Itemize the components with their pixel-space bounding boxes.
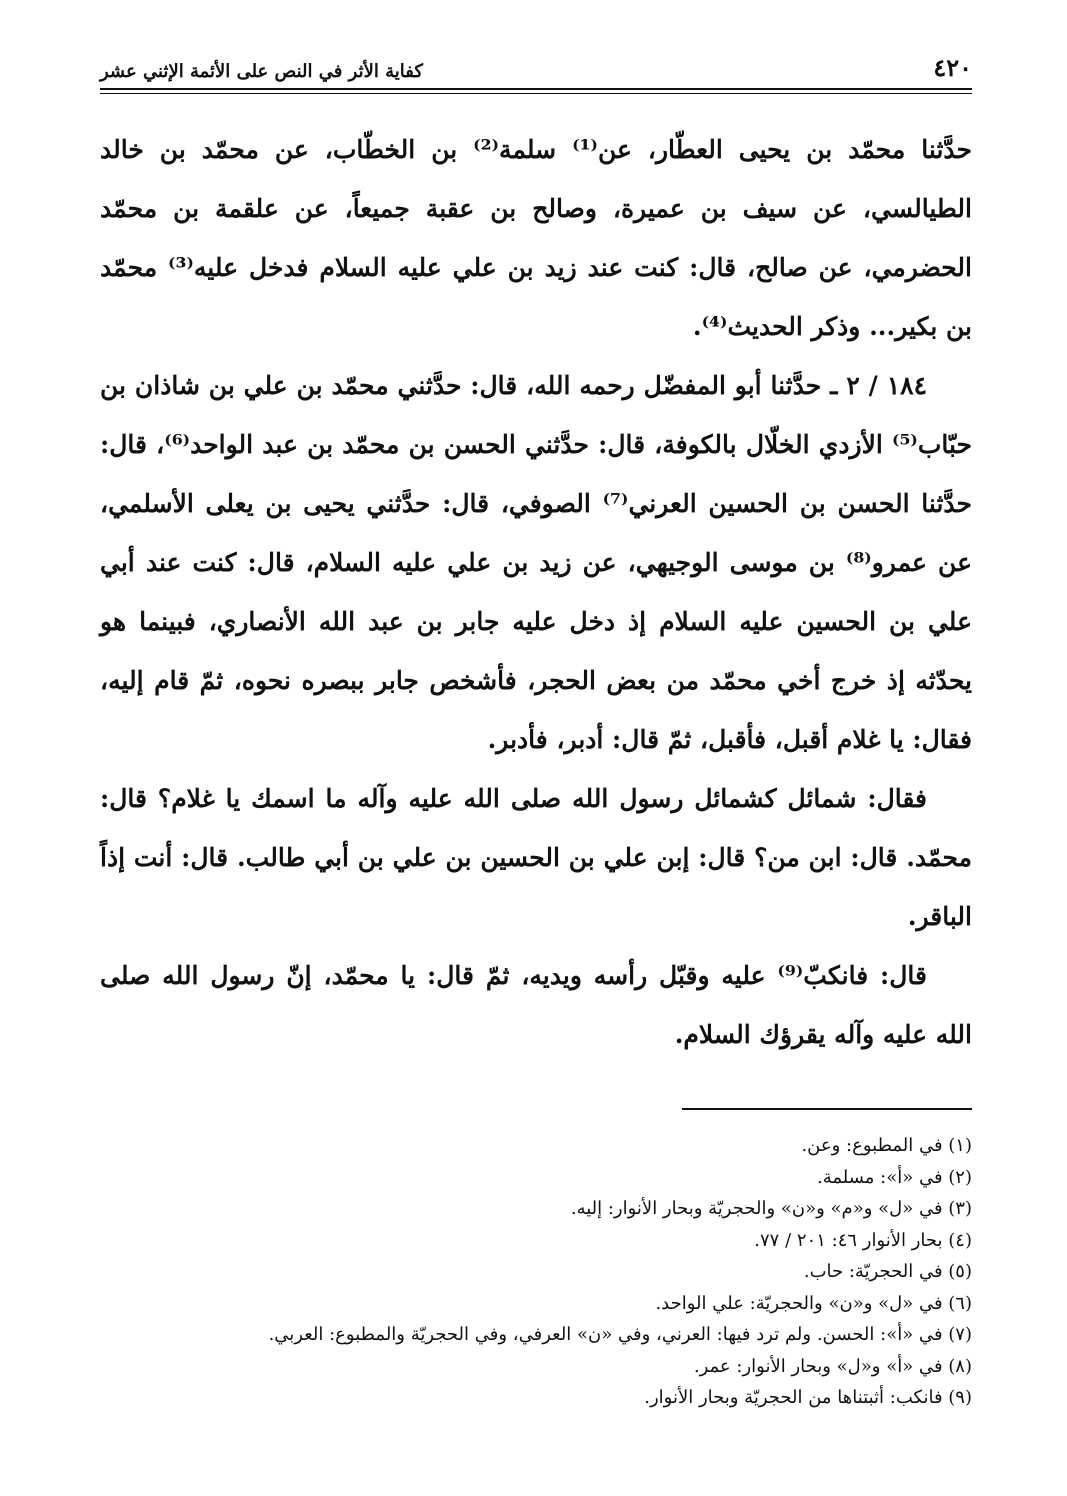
book-page (100, 40, 972, 1456)
footnote: (١) في المطبوع: وعن. (801, 1135, 972, 1156)
page-number: ٤٢٠ (933, 53, 972, 82)
paragraph: فقال: شمائل كشمائل رسول الله صلى الله عليه وآله ما اسمك يا غلام؟ قال: محمّد. قال: ابن من؟ قال: إبن علي بن الحسين بن علي بن أبي طالب. قال: أنت إذاً الباقر. (100, 784, 972, 931)
footnote-divider (682, 1108, 972, 1110)
paragraph: حدَّثنا محمّد بن يحيى العطّار، عن⁽¹⁾ سلمة⁽²⁾ بن الخطّاب، عن محمّد بن خالد الطيالسي، عن سيف بن عميرة، وصالح بن عقبة جميعاً، عن علقمة بن محمّد الحضرمي، عن صالح، قال: كنت عند زيد بن علي عليه السلام فدخل عليه⁽³⁾ محمّد بن بكير... وذكر الحديث⁽⁴⁾. (100, 135, 972, 341)
footnotes (100, 1130, 972, 1414)
footnote: (٤) بحار الأنوار ٤٦: ٢٠١ / ٧٧. (754, 1229, 972, 1251)
footnote: (٩) فانكب: أثبتناها من الحجريّة وبحار الأنوار. (644, 1387, 972, 1408)
main-text (100, 120, 972, 1064)
running-title: كفاية الأثر في النص على الأئمة الإثني عشر (100, 61, 423, 82)
paragraph: قال: فانكبّ⁽⁹⁾ عليه وقبّل رأسه ويديه، ثمّ قال: يا محمّد، إنّ رسول الله صلى الله عليه وآله يقرؤك السلام. (100, 961, 972, 1049)
footnote: (٨) في «أ» و«ل» وبحار الأنوار: عمر. (693, 1355, 972, 1377)
page-header (100, 40, 972, 82)
footnote: (٧) في «أ»: الحسن. ولم ترد فيها: العرني، وفي «ن» العرفي، وفي الحجريّة والمطبوع: العربي. (268, 1324, 972, 1345)
footnote: (٣) في «ل» و«م» و«ن» والحجريّة وبحار الأنوار: إليه. (570, 1198, 972, 1219)
footnote: (٦) في «ل» و«ن» والحجريّة: علي الواحد. (655, 1292, 972, 1314)
footnote: (٥) في الحجريّة: حاب. (803, 1261, 972, 1282)
header-divider (100, 88, 972, 94)
footnote: (٢) في «أ»: مسلمة. (816, 1166, 972, 1188)
paragraph: ١٨٤ / ٢ ـ حدَّثنا أبو المفضّل رحمه الله، قال: حدَّثني محمّد بن علي بن شاذان بن حبّاب⁽⁵⁾ الأزدي الخلّال بالكوفة، قال: حدَّثني الحسن بن محمّد بن عبد الواحد⁽⁶⁾، قال: حدَّثنا الحسن بن الحسين العرني⁽⁷⁾ الصوفي، قال: حدَّثني يحيى بن يعلى الأسلمي، عن عمرو⁽⁸⁾ بن موسى الوجيهي، عن زيد بن علي عليه السلام، قال: كنت عند أبي علي بن الحسين عليه السلام إذ دخل عليه جابر بن عبد الله الأنصاري، فبينما هو يحدّثه إذ خرج أخي محمّد من بعض الحجر، فأشخص جابر ببصره نحوه، ثمّ قام إليه، فقال: يا غلام أقبل، فأقبل، ثمّ قال: أدبر، فأدبر. (100, 371, 972, 754)
